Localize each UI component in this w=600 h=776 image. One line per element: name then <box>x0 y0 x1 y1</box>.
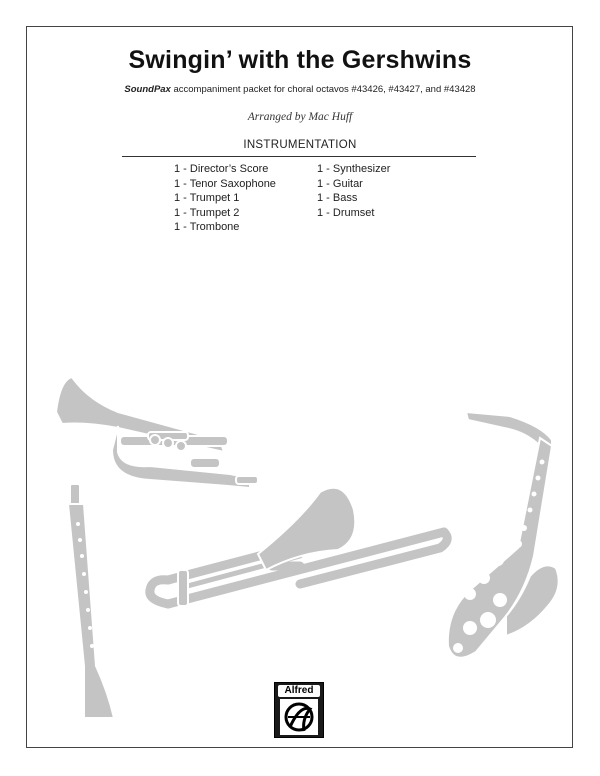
instrumentation-heading: INSTRUMENTATION <box>243 139 357 151</box>
instrument-item: 1 - Guitar <box>317 177 363 190</box>
instrument-item: 1 - Director’s Score <box>174 163 269 175</box>
clarinet-icon <box>68 484 114 718</box>
instrument-item: 1 - Trumpet 2 <box>174 206 240 219</box>
arranger-credit: Arranged by Mac Huff <box>247 111 353 123</box>
instrument-item: 1 - Tenor Saxophone <box>174 177 276 190</box>
subtitle-text: accompaniment packet for choral octavos #43426, #43427, and #43428 <box>170 84 476 95</box>
instrument-item: 1 - Trombone <box>174 221 240 234</box>
saxophone-icon <box>448 412 559 658</box>
publisher-logo-text: Alfred <box>278 685 320 697</box>
trombone-bell <box>178 488 355 606</box>
publisher-logo <box>274 682 324 738</box>
instrument-item: 1 - Drumset <box>317 206 375 219</box>
publisher-emblem-icon <box>280 699 318 735</box>
page-title: Swingin’ with the Gershwins <box>128 46 472 74</box>
instrument-item: 1 - Trumpet 1 <box>174 192 240 205</box>
trumpet-icon <box>56 377 258 488</box>
instrument-item: 1 - Synthesizer <box>317 163 391 175</box>
instrument-item: 1 - Bass <box>317 192 358 205</box>
brand-name: SoundPax <box>124 84 171 95</box>
